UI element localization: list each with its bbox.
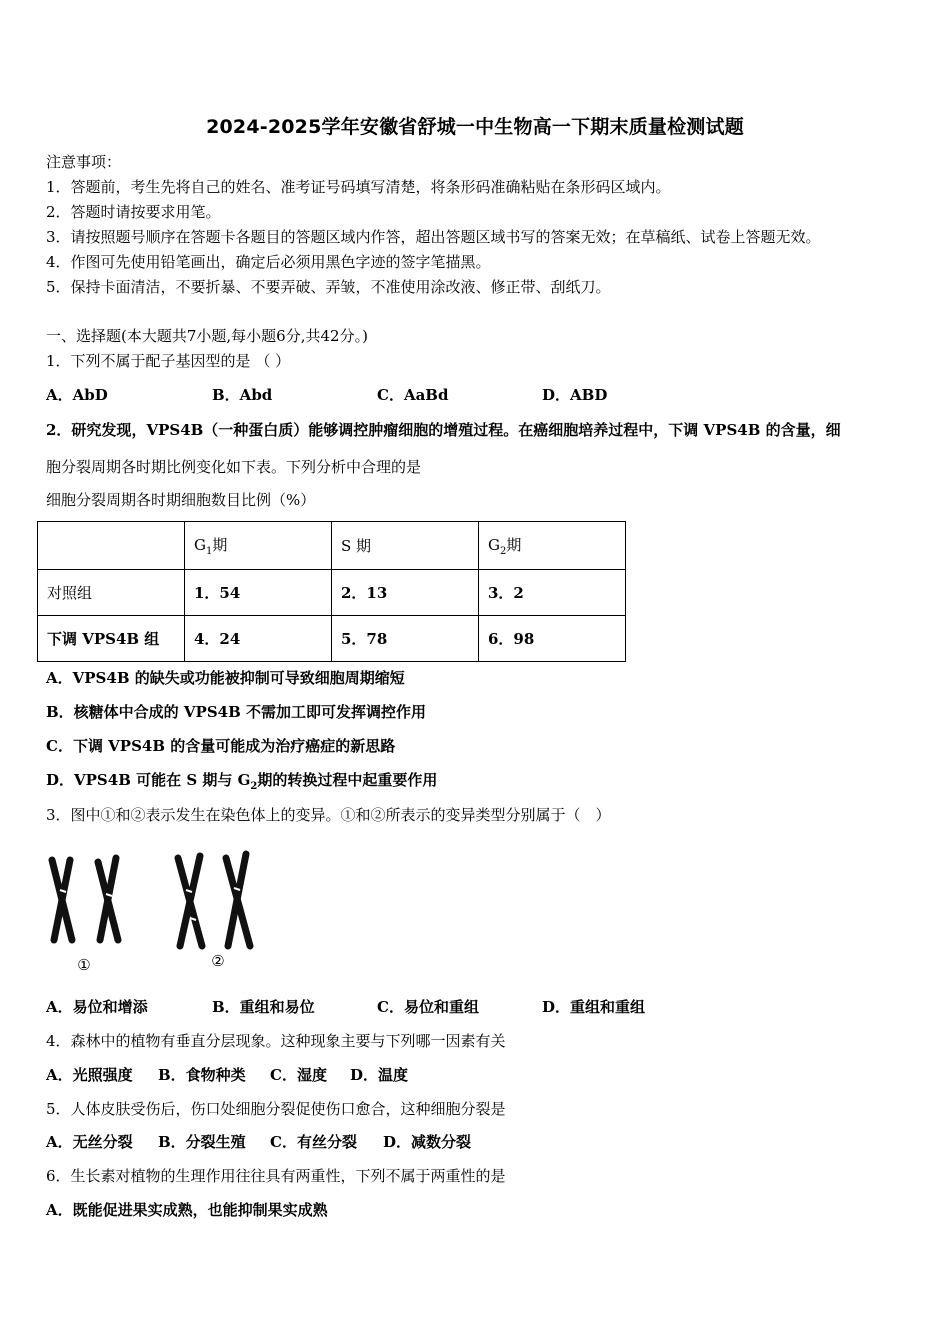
table-cell: 2．13 [332, 570, 479, 616]
cell-cycle-table [37, 521, 626, 662]
option-d: D．ABD [542, 386, 608, 404]
figure-label-2: ② [211, 952, 225, 970]
notice-item: 3．请按照题号顺序在答题卡各题目的答题区域内作答，超出答题区域书写的答案无效；在草稿纸、试卷上答题无效。 [46, 228, 821, 246]
option-b: B．分裂生殖 [158, 1133, 246, 1151]
table-cell: 对照组 [38, 570, 185, 616]
table-cell: 3．2 [479, 570, 626, 616]
table-header-cell: $G_2$期 [479, 522, 626, 570]
table-row [38, 570, 626, 616]
question-4-options [46, 1065, 408, 1085]
question-4-stem: 4．森林中的植物有垂直分层现象。这种现象主要与下列哪一因素有关 [46, 1032, 506, 1050]
table-row [38, 616, 626, 662]
table-header-cell [38, 522, 185, 570]
table-header-row [38, 522, 626, 570]
question-3-options [46, 997, 645, 1017]
notice-item: 2．答题时请按要求用笔。 [46, 203, 221, 221]
question-1-options [46, 385, 607, 405]
table-header-cell: S 期 [332, 522, 479, 570]
notice-item: 5．保持卡面清洁，不要折暴、不要弄破、弄皱，不准使用涂改液、修正带、刮纸刀。 [46, 278, 611, 296]
option-d: D．重组和重组 [542, 998, 646, 1016]
question-6-stem: 6．生长素对植物的生理作用往往具有两重性，下列不属于两重性的是 [46, 1167, 506, 1185]
question-3-stem: 3．图中①和②表示发生在染色体上的变异。①和②所表示的变异类型分别属于（ ） [46, 806, 611, 824]
option-a: A．光照强度 [46, 1066, 133, 1084]
table-cell: 1．54 [185, 570, 332, 616]
question-2-option-d: D．VPS4B 可能在 S 期与 $G_2$期的转换过程中起重要作用 [46, 771, 438, 792]
option-b: B．食物种类 [158, 1066, 246, 1084]
option-a: A．易位和增添 [46, 998, 148, 1016]
notice-item: 4．作图可先使用铅笔画出，确定后必须用黑色字迹的签字笔描黑。 [46, 253, 491, 271]
question-2-option-b: B．核糖体中合成的 VPS4B 不需加工即可发挥调控作用 [46, 703, 426, 721]
chromosome-figure [40, 848, 280, 978]
chromosome-pair-1 [52, 858, 118, 940]
table-caption: 细胞分裂周期各时期细胞数目比例（%） [46, 491, 316, 509]
option-c: C．易位和重组 [377, 998, 479, 1016]
notice-heading: 注意事项： [46, 153, 122, 171]
question-2-option-a: A．VPS4B 的缺失或功能被抑制可导致细胞周期缩短 [46, 669, 405, 687]
option-d: D．减数分裂 [383, 1133, 472, 1151]
option-c: C．有丝分裂 [270, 1133, 357, 1151]
option-b: B．Abd [212, 386, 273, 404]
option-a: A．无丝分裂 [46, 1133, 133, 1151]
question-2-option-c: C．下调 VPS4B 的含量可能成为治疗癌症的新思路 [46, 737, 396, 755]
question-1-stem: 1．下列不属于配子基因型的是 （ ） [46, 352, 291, 370]
table-cell: 6．98 [479, 616, 626, 662]
option-c: C．AaBd [377, 386, 449, 404]
table-header-cell: $G_1$期 [185, 522, 332, 570]
option-a: A．AbD [46, 386, 108, 404]
chromosome-pair-2 [178, 854, 250, 946]
question-5-stem: 5．人体皮肤受伤后，伤口处细胞分裂促使伤口愈合，这种细胞分裂是 [46, 1100, 506, 1118]
option-d: D．温度 [350, 1066, 409, 1084]
question-5-options [46, 1132, 471, 1152]
section-heading: 一、选择题(本大题共7小题,每小题6分,共42分。) [46, 327, 368, 345]
option-c: C．湿度 [270, 1066, 327, 1084]
question-2-stem: 2．研究发现，VPS4B（一种蛋白质）能够调控肿瘤细胞的增殖过程。在癌细胞培养过程中，下调 VPS4B 的含量，细 [46, 421, 841, 439]
page-title: 2024-2025学年安徽省舒城一中生物高一下期末质量检测试题 [206, 116, 744, 138]
notice-item: 1．答题前，考生先将自己的姓名、准考证号码填写清楚，将条形码准确粘贴在条形码区域内。 [46, 178, 671, 196]
table-cell: 下调 VPS4B 组 [38, 616, 185, 662]
table-cell: 5．78 [332, 616, 479, 662]
option-b: B．重组和易位 [212, 998, 315, 1016]
question-2-stem-cont: 胞分裂周期各时期比例变化如下表。下列分析中合理的是 [46, 458, 422, 476]
figure-label-1: ① [77, 956, 91, 974]
question-6-option-a: A．既能促进果实成熟，也能抑制果实成熟 [46, 1201, 328, 1219]
table-cell: 4．24 [185, 616, 332, 662]
